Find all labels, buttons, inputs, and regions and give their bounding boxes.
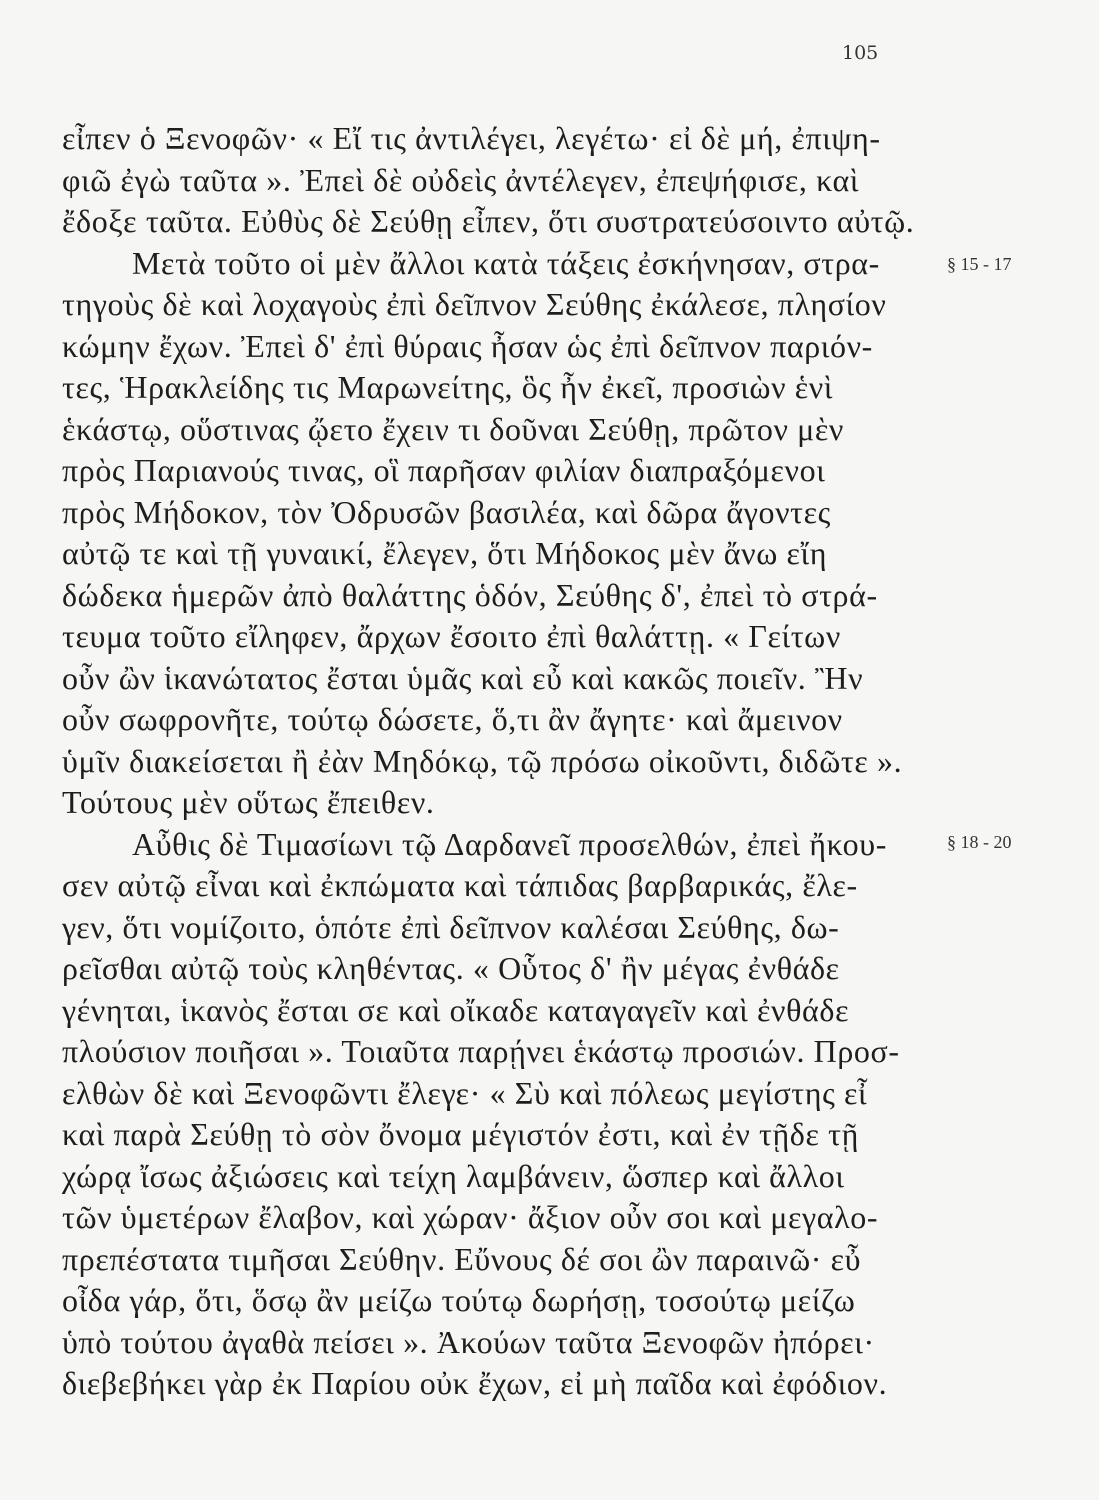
text-line: πρὸς Παριανούς τινας, οἳ παρῆσαν φιλίαν διαπραξόμενοι xyxy=(62,452,826,488)
text-line: αὐτῷ τε καὶ τῇ γυναικί, ἔλεγεν, ὅτι Μήδοκος μὲν ἄνω εἴη xyxy=(62,535,828,571)
text-line: τες, Ἡρακλείδης τις Μαρωνείτης, ὃς ἦν ἐκεῖ, προσιὼν ἑνὶ xyxy=(62,369,834,405)
text-line: ρεῖσθαι αὐτῷ τοὺς κληθέντας. « Οὗτος δ' ἢν μέγας ἐνθάδε xyxy=(62,950,840,986)
text-line: ελθὼν δὲ καὶ Ξενοφῶντι ἔλεγε· « Σὺ καὶ πόλεως μεγίστης εἶ xyxy=(62,1074,868,1111)
text-line: δώδεκα ἡμερῶν ἀπὸ θαλάττης ὁδόν, Σεύθης δ', ἐπεὶ τὸ στρά- xyxy=(62,576,878,613)
text-line: οὖν ὢν ἱκανώτατος ἔσται ὑμᾶς καὶ εὖ καὶ κακῶς ποιεῖν. Ἢν xyxy=(62,659,864,696)
text-line: πρεπέστατα τιμῆσαι Σεύθην. Εὔνους δέ σοι ὢν παραινῶ· εὖ xyxy=(62,1240,862,1277)
text-line: διεβεβήκει γὰρ ἐκ Παρίου οὐκ ἔχων, εἰ μὴ παῖδα καὶ ἐφόδιον. xyxy=(62,1365,888,1401)
text-line: τηγοὺς δὲ καὶ λοχαγοὺς ἐπὶ δεῖπνον Σεύθης ἐκάλεσε, πλησίον xyxy=(62,286,887,322)
text-line: ἔδοξε ταῦτα. Εὐθὺς δὲ Σεύθῃ εἶπεν, ὅτι συστρατεύσοιντο αὐτῷ. xyxy=(62,203,915,239)
text-line: τευμα τοῦτο εἴληφεν, ἄρχων ἔσοιτο ἐπὶ θαλάττῃ. « Γείτων xyxy=(62,618,841,654)
paragraph-start-line: Αὖθις δὲ Τιμασίωνι τῷ Δαρδανεῖ προσελθών, ἐπεὶ ἤκου- xyxy=(132,825,887,862)
text-line: πρὸς Μήδοκον, τὸν Ὀδρυσῶν βασιλέα, καὶ δῶρα ἄγοντες xyxy=(62,493,831,530)
text-line: καὶ παρὰ Σεύθῃ τὸ σὸν ὄνομα μέγιστόν ἐστι, καὶ ἐν τῇδε τῇ xyxy=(62,1116,859,1152)
text-line: ὑμῖν διακείσεται ἢ ἐὰν Μηδόκῳ, τῷ πρόσω οἰκοῦντι, διδῶτε ». xyxy=(62,742,903,779)
text-line: γεν, ὅτι νομίζοιτο, ὁπότε ἐπὶ δεῖπνον καλέσαι Σεύθης, δω- xyxy=(62,908,840,945)
body-text xyxy=(62,118,922,1405)
text-line: χώρᾳ ἴσως ἀξιώσεις καὶ τείχη λαμβάνειν, ὥσπερ καὶ ἄλλοι xyxy=(62,1157,845,1194)
text-line: ὑπὸ τούτου ἀγαθὰ πείσει ». Ἀκούων ταῦτα Ξενοφῶν ἠπόρει· xyxy=(62,1323,875,1360)
text-line: φιῶ ἐγὼ ταῦτα ». Ἐπεὶ δὲ οὐδεὶς ἀντέλεγεν, ἐπεψήφισε, καὶ xyxy=(62,161,860,198)
text-line: ἑκάστῳ, οὕστινας ᾤετο ἔχειν τι δοῦναι Σεύθῃ, πρῶτον μὲν xyxy=(62,410,844,447)
paragraph-start-line: Μετὰ τοῦτο οἱ μὲν ἄλλοι κατὰ τάξεις ἐσκήνησαν, στρα- xyxy=(132,244,880,281)
text-line: εἶπεν ὁ Ξενοφῶν· « Εἴ τις ἀντιλέγει, λεγέτω· εἰ δὲ μή, ἐπιψη- xyxy=(62,120,881,156)
text-line: Τούτους μὲν οὕτως ἔπειθεν. xyxy=(62,784,435,820)
page-number: 105 xyxy=(842,42,879,64)
text-line: οἶδα γάρ, ὅτι, ὅσῳ ἂν μείζω τούτῳ δωρήσῃ, τοσούτῳ μείζω xyxy=(62,1282,856,1318)
margin-note-section-15-17: § 15 - 17 xyxy=(947,254,1012,274)
margin-note-section-18-20: § 18 - 20 xyxy=(947,832,1012,852)
text-line: σεν αὐτῷ εἶναι καὶ ἐκπώματα καὶ τάπιδας βαρβαρικάς, ἔλε- xyxy=(62,867,858,903)
text-line: οὖν σωφρονῆτε, τούτῳ δώσετε, ὅ,τι ἂν ἄγητε· καὶ ἄμεινον xyxy=(62,701,843,737)
text-line: κώμην ἔχων. Ἐπεὶ δ' ἐπὶ θύραις ἦσαν ὡς ἐπὶ δεῖπνον παριόν- xyxy=(62,327,873,364)
text-line: γένηται, ἱκανὸς ἔσται σε καὶ οἴκαδε καταγαγεῖν καὶ ἐνθάδε xyxy=(62,991,850,1028)
text-line: τῶν ὑμετέρων ἔλαβον, καὶ χώραν· ἄξιον οὖν σοι καὶ μεγαλο- xyxy=(62,1199,879,1235)
text-line: πλούσιον ποιῆσαι ». Τοιαῦτα παρῄνει ἑκάστῳ προσιών. Προσ- xyxy=(62,1033,900,1069)
